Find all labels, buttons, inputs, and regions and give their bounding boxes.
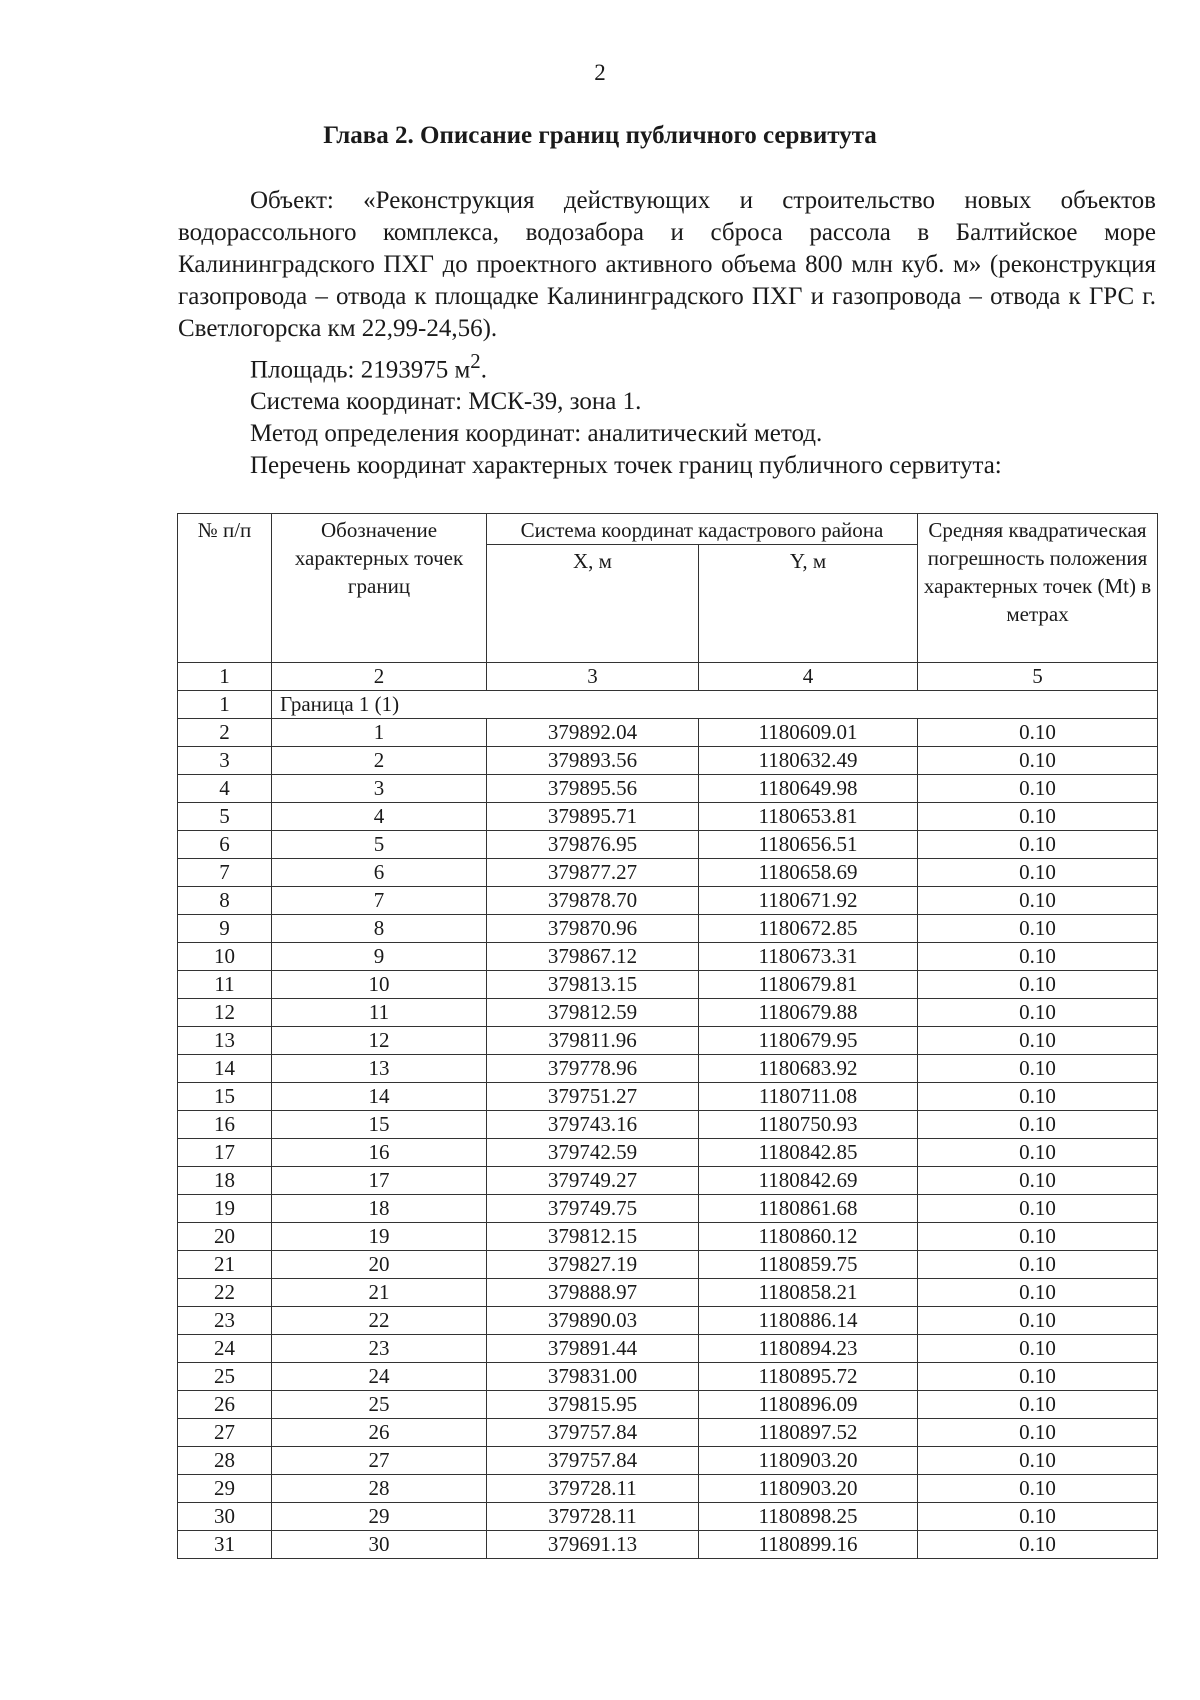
table-row [178, 1531, 1158, 1559]
cell-num: 7 [178, 859, 272, 887]
cell-num: 18 [178, 1167, 272, 1195]
cell-point: 19 [272, 1223, 487, 1251]
cell-x: 379877.27 [487, 859, 699, 887]
cell-y: 1180656.51 [699, 831, 918, 859]
cell-point: 7 [272, 887, 487, 915]
cell-error: 0.10 [918, 1027, 1158, 1055]
header-coord-system: Система координат кадастрового района [487, 514, 918, 545]
table-row [178, 1279, 1158, 1307]
table-row [178, 1447, 1158, 1475]
table-row [178, 1195, 1158, 1223]
cell-num: 17 [178, 1139, 272, 1167]
cell-y: 1180903.20 [699, 1475, 918, 1503]
cell-error: 0.10 [918, 747, 1158, 775]
cell-num: 3 [178, 747, 272, 775]
cell-y: 1180886.14 [699, 1307, 918, 1335]
cell-y: 1180673.31 [699, 943, 918, 971]
cell-num: 8 [178, 887, 272, 915]
cell-error: 0.10 [918, 803, 1158, 831]
page-number: 2 [594, 60, 606, 85]
cell-y: 1180679.81 [699, 971, 918, 999]
cell-y: 1180897.52 [699, 1419, 918, 1447]
cell-point: 21 [272, 1279, 487, 1307]
table-row [178, 1223, 1158, 1251]
cell-num: 28 [178, 1447, 272, 1475]
table-row [178, 999, 1158, 1027]
cell-num: 4 [178, 775, 272, 803]
cell-x: 379728.11 [487, 1475, 699, 1503]
cell-num: 22 [178, 1279, 272, 1307]
cell-error: 0.10 [918, 1251, 1158, 1279]
cell-error: 0.10 [918, 1139, 1158, 1167]
table-row [178, 1167, 1158, 1195]
cell-error: 0.10 [918, 1475, 1158, 1503]
cell-y: 1180859.75 [699, 1251, 918, 1279]
cell-y: 1180711.08 [699, 1083, 918, 1111]
area-text: Площадь: 2193975 м [250, 356, 471, 384]
cell-x: 379757.84 [487, 1447, 699, 1475]
cell-x: 379778.96 [487, 1055, 699, 1083]
cell-point: 6 [272, 859, 487, 887]
cell-x: 379827.19 [487, 1251, 699, 1279]
table-row [178, 1475, 1158, 1503]
cell-x: 379892.04 [487, 719, 699, 747]
cell-error: 0.10 [918, 1419, 1158, 1447]
cell-y: 1180672.85 [699, 915, 918, 943]
cell-x: 379749.75 [487, 1195, 699, 1223]
cell-y: 1180653.81 [699, 803, 918, 831]
area-line [178, 345, 1156, 386]
table-row [178, 803, 1158, 831]
cell-y: 1180898.25 [699, 1503, 918, 1531]
header-error: Средняя квадратическая погрешность положения характерных точек (Mt) в метрах [918, 514, 1158, 663]
header-x: X, м [487, 545, 699, 663]
cell-y: 1180896.09 [699, 1391, 918, 1419]
table-row [178, 971, 1158, 999]
cell-point: 9 [272, 943, 487, 971]
table-row [178, 1111, 1158, 1139]
cell-y: 1180899.16 [699, 1531, 918, 1559]
cell-num: 14 [178, 1055, 272, 1083]
cell-num: 2 [178, 719, 272, 747]
cell-point: 5 [272, 831, 487, 859]
cell-y: 1180649.98 [699, 775, 918, 803]
table-row [178, 1391, 1158, 1419]
cell-x: 379751.27 [487, 1083, 699, 1111]
cell-error: 0.10 [918, 971, 1158, 999]
cell-error: 0.10 [918, 1363, 1158, 1391]
cell-y: 1180861.68 [699, 1195, 918, 1223]
cell-point: 2 [272, 747, 487, 775]
cell-x: 379728.11 [487, 1503, 699, 1531]
method-line: Метод определения координат: аналитический метод. [250, 420, 823, 448]
cell-x: 379890.03 [487, 1307, 699, 1335]
cell-error: 0.10 [918, 915, 1158, 943]
table-row [178, 831, 1158, 859]
cell-x: 379757.84 [487, 1419, 699, 1447]
cell-num: 13 [178, 1027, 272, 1055]
cell-y: 1180609.01 [699, 719, 918, 747]
cell-error: 0.10 [918, 1055, 1158, 1083]
header-y: Y, м [699, 545, 918, 663]
cell-point: 14 [272, 1083, 487, 1111]
cell-point: 29 [272, 1503, 487, 1531]
cell-error: 0.10 [918, 719, 1158, 747]
cell-y: 1180671.92 [699, 887, 918, 915]
table-row [178, 719, 1158, 747]
cell-x: 379749.27 [487, 1167, 699, 1195]
cell-num: 24 [178, 1335, 272, 1363]
cell-x: 379891.44 [487, 1335, 699, 1363]
cell-y: 1180658.69 [699, 859, 918, 887]
cell-x: 379742.59 [487, 1139, 699, 1167]
cell-error: 0.10 [918, 943, 1158, 971]
cell-x: 379878.70 [487, 887, 699, 915]
cell-point: 12 [272, 1027, 487, 1055]
cell-point: 17 [272, 1167, 487, 1195]
cell-y: 1180858.21 [699, 1279, 918, 1307]
table-row [178, 943, 1158, 971]
object-description: Объект: «Реконструкция действующих и строительство новых объектов водорассольного комплекса, водозабора и сброса рассола в Балтийское море Калининградского ПХГ до проектного активного объема 800 млн куб. м» (реконструкция газопровода – отвода к площадке Калининградского ПХГ и газопровода – отвода к ГРС г. Светлогорска км 22,99-24,56). [178, 187, 1156, 342]
cell-x: 379876.95 [487, 831, 699, 859]
table-row [178, 1027, 1158, 1055]
cell-x: 379811.96 [487, 1027, 699, 1055]
cell-error: 0.10 [918, 1307, 1158, 1335]
cell-point: 28 [272, 1475, 487, 1503]
table-row [178, 1139, 1158, 1167]
cell-point: 20 [272, 1251, 487, 1279]
cell-point: 25 [272, 1391, 487, 1419]
table-row [178, 1363, 1158, 1391]
cell-error: 0.10 [918, 775, 1158, 803]
cell-y: 1180679.95 [699, 1027, 918, 1055]
cell-error: 0.10 [918, 1335, 1158, 1363]
cell-error: 0.10 [918, 831, 1158, 859]
cell-num: 6 [178, 831, 272, 859]
cell-num: 26 [178, 1391, 272, 1419]
coord-system-line: Система координат: МСК-39, зона 1. [250, 388, 642, 416]
group-row-label: Граница 1 (1) [272, 691, 1158, 719]
cell-num: 27 [178, 1419, 272, 1447]
cell-num: 16 [178, 1111, 272, 1139]
coordinates-table [177, 513, 1158, 1559]
table-row [178, 1503, 1158, 1531]
cell-num: 19 [178, 1195, 272, 1223]
table-row [178, 775, 1158, 803]
area-end: . [480, 356, 487, 384]
table-row [178, 1335, 1158, 1363]
cell-num: 21 [178, 1251, 272, 1279]
cell-point: 18 [272, 1195, 487, 1223]
cell-x: 379691.13 [487, 1531, 699, 1559]
cell-error: 0.10 [918, 887, 1158, 915]
cell-x: 379888.97 [487, 1279, 699, 1307]
intro-block [178, 185, 1156, 482]
cell-num: 23 [178, 1307, 272, 1335]
cell-num: 12 [178, 999, 272, 1027]
column-number: 5 [918, 663, 1158, 691]
cell-y: 1180895.72 [699, 1363, 918, 1391]
cell-point: 23 [272, 1335, 487, 1363]
cell-x: 379812.59 [487, 999, 699, 1027]
table-row [178, 747, 1158, 775]
cell-error: 0.10 [918, 1167, 1158, 1195]
cell-num: 29 [178, 1475, 272, 1503]
table-row [178, 859, 1158, 887]
cell-point: 27 [272, 1447, 487, 1475]
cell-point: 11 [272, 999, 487, 1027]
table-header [178, 514, 1158, 663]
cell-point: 1 [272, 719, 487, 747]
cell-num: 30 [178, 1503, 272, 1531]
table-row [178, 915, 1158, 943]
cell-y: 1180679.88 [699, 999, 918, 1027]
cell-x: 379895.56 [487, 775, 699, 803]
table-row [178, 887, 1158, 915]
cell-x: 379815.95 [487, 1391, 699, 1419]
cell-point: 22 [272, 1307, 487, 1335]
cell-point: 15 [272, 1111, 487, 1139]
cell-y: 1180842.69 [699, 1167, 918, 1195]
group-row-num: 1 [178, 691, 272, 719]
cell-error: 0.10 [918, 1391, 1158, 1419]
cell-x: 379813.15 [487, 971, 699, 999]
chapter-title: Глава 2. Описание границ публичного сервитута [323, 122, 877, 149]
cell-point: 4 [272, 803, 487, 831]
header-designation: Обозначение характерных точек границ [272, 514, 487, 663]
cell-error: 0.10 [918, 1279, 1158, 1307]
header-row-1 [178, 514, 1158, 545]
cell-x: 379812.15 [487, 1223, 699, 1251]
cell-error: 0.10 [918, 1195, 1158, 1223]
cell-num: 9 [178, 915, 272, 943]
cell-x: 379895.71 [487, 803, 699, 831]
area-unit-sup: 2 [470, 349, 481, 373]
cell-point: 16 [272, 1139, 487, 1167]
cell-point: 10 [272, 971, 487, 999]
cell-point: 3 [272, 775, 487, 803]
cell-num: 20 [178, 1223, 272, 1251]
cell-num: 5 [178, 803, 272, 831]
cell-num: 25 [178, 1363, 272, 1391]
column-number: 1 [178, 663, 272, 691]
column-number: 3 [487, 663, 699, 691]
cell-error: 0.10 [918, 1447, 1158, 1475]
table-body [178, 663, 1158, 1559]
cell-error: 0.10 [918, 1223, 1158, 1251]
column-number: 2 [272, 663, 487, 691]
cell-y: 1180842.85 [699, 1139, 918, 1167]
table-row [178, 1307, 1158, 1335]
table-row [178, 1251, 1158, 1279]
cell-y: 1180632.49 [699, 747, 918, 775]
cell-point: 13 [272, 1055, 487, 1083]
cell-y: 1180683.92 [699, 1055, 918, 1083]
cell-x: 379743.16 [487, 1111, 699, 1139]
cell-error: 0.10 [918, 999, 1158, 1027]
cell-x: 379831.00 [487, 1363, 699, 1391]
table-row [178, 1419, 1158, 1447]
cell-x: 379893.56 [487, 747, 699, 775]
cell-y: 1180860.12 [699, 1223, 918, 1251]
column-number: 4 [699, 663, 918, 691]
cell-num: 11 [178, 971, 272, 999]
cell-error: 0.10 [918, 1503, 1158, 1531]
cell-x: 379870.96 [487, 915, 699, 943]
cell-error: 0.10 [918, 859, 1158, 887]
header-num: № п/п [178, 514, 272, 663]
list-title: Перечень координат характерных точек границ публичного сервитута: [250, 452, 1002, 480]
cell-error: 0.10 [918, 1083, 1158, 1111]
cell-num: 10 [178, 943, 272, 971]
cell-point: 30 [272, 1531, 487, 1559]
cell-y: 1180894.23 [699, 1335, 918, 1363]
cell-point: 26 [272, 1419, 487, 1447]
cell-num: 31 [178, 1531, 272, 1559]
cell-error: 0.10 [918, 1531, 1158, 1559]
cell-num: 15 [178, 1083, 272, 1111]
cell-error: 0.10 [918, 1111, 1158, 1139]
table-row [178, 1083, 1158, 1111]
cell-y: 1180903.20 [699, 1447, 918, 1475]
cell-point: 24 [272, 1363, 487, 1391]
group-row [178, 691, 1158, 719]
cell-point: 8 [272, 915, 487, 943]
cell-y: 1180750.93 [699, 1111, 918, 1139]
column-numbers-row [178, 663, 1158, 691]
cell-x: 379867.12 [487, 943, 699, 971]
table-row [178, 1055, 1158, 1083]
